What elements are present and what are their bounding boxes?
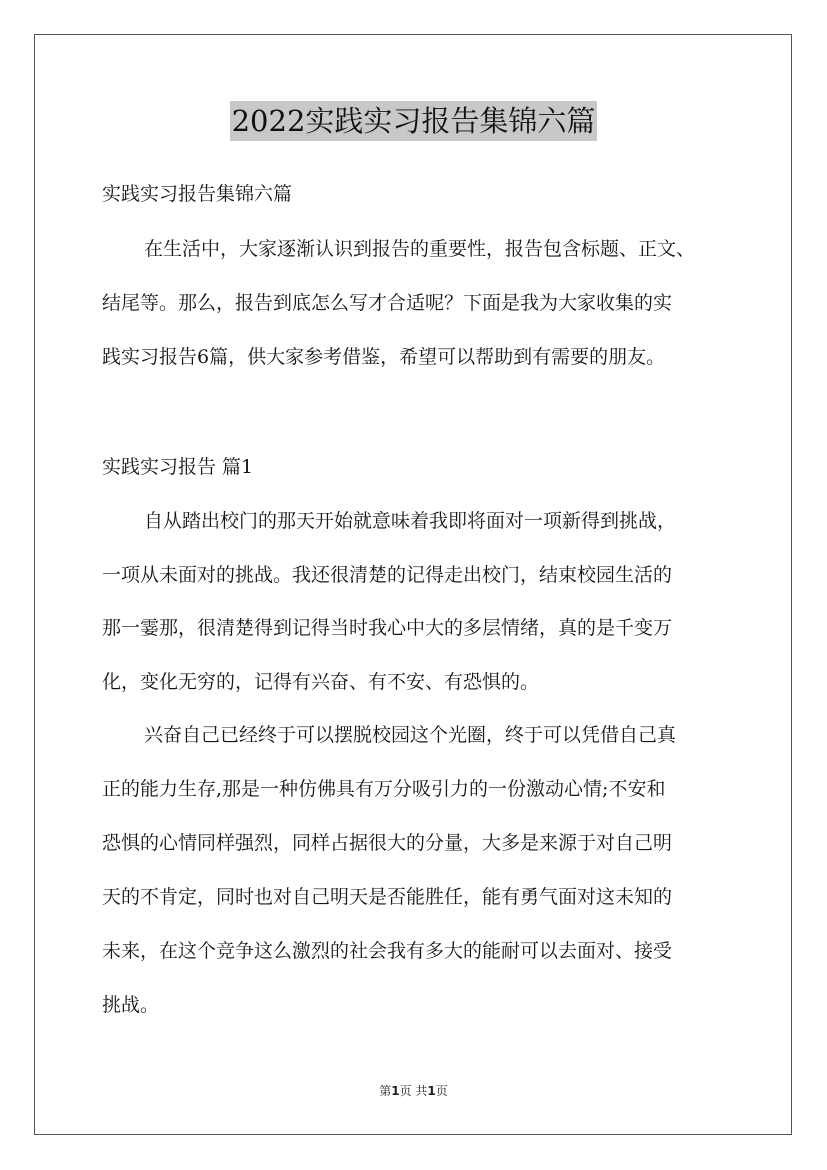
paragraph-line: 挑战。 xyxy=(102,994,160,1016)
paragraph-line: 兴奋自己已经终于可以摆脱校园这个光圈，终于可以凭借自己真 xyxy=(144,724,677,746)
intro-line: 践实习报告6篇，供大家参考借鉴，希望可以帮助到有需要的朋友。 xyxy=(102,346,666,368)
document-title: 2022实践实习报告集锦六篇 xyxy=(230,101,598,141)
title-container xyxy=(0,101,827,141)
paragraph-line: 天的不肯定，同时也对自己明天是否能胜任，能有勇气面对这未知的 xyxy=(102,886,673,908)
paragraph-line: 恐惧的心情同样强烈，同样占据很大的分量，大多是来源于对自己明 xyxy=(102,832,673,854)
footer-prefix: 第 xyxy=(379,1084,392,1098)
document-subtitle: 实践实习报告集锦六篇 xyxy=(102,183,293,205)
paragraph-line: 未来，在这个竞争这么激烈的社会我有多大的能耐可以去面对、接受 xyxy=(102,940,673,962)
footer-page-total: 1 xyxy=(427,1084,436,1098)
paragraph-line: 正的能力生存,那是一种仿佛具有万分吸引力的一份激动心情;不安和 xyxy=(102,778,666,800)
paragraph-line: 自从踏出校门的那天开始就意味着我即将面对一项新得到挑战， xyxy=(144,510,677,532)
paragraph-line: 那一霎那，很清楚得到记得当时我心中大的多层情绪，真的是千变万 xyxy=(102,617,673,639)
intro-line: 在生活中，大家逐渐认识到报告的重要性，报告包含标题、正文、 xyxy=(144,238,696,260)
paragraph-line: 一项从未面对的挑战。我还很清楚的记得走出校门，结束校园生活的 xyxy=(102,564,673,586)
page-footer xyxy=(0,1082,827,1100)
paragraph-line: 化，变化无穷的，记得有兴奋、有不安、有恐惧的。 xyxy=(102,671,540,693)
section-heading: 实践实习报告 篇1 xyxy=(102,456,254,478)
footer-page-current: 1 xyxy=(391,1084,400,1098)
intro-line: 结尾等。那么，报告到底怎么写才合适呢？下面是我为大家收集的实 xyxy=(102,292,673,314)
footer-suffix: 页 xyxy=(435,1084,448,1098)
footer-mid: 页 共 xyxy=(399,1084,428,1098)
